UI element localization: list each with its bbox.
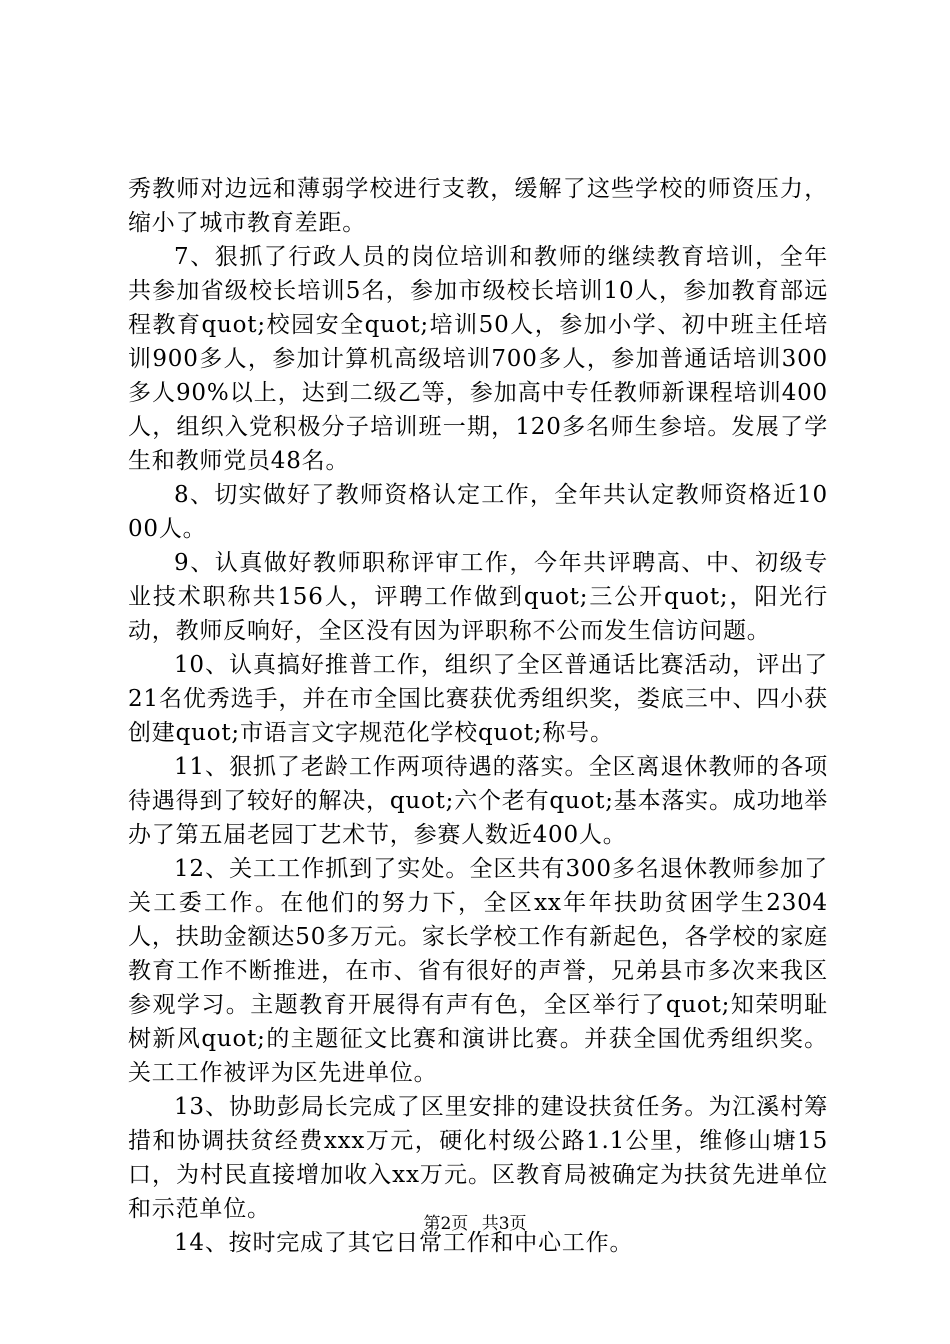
paragraph-item-12: 12、关工工作抓到了实处。全区共有300多名退休教师参加了关工委工作。在他们的努力下，全区xx年年扶助贫困学生2304人，扶助金额达50多万元。家长学校工作有新起色，各学校的家庭教育工作不断推进，在市、省有很好的声誉，兄弟县市多次来我区参观学习。主题教育开展得有声有色，全区举行了quot;知荣明耻树新风quot;的主题征文比赛和演讲比赛。并获全国优秀组织奖。关工工作被评为区先进单位。 [128, 856, 828, 1086]
paragraph-item-14: 14、按时完成了其它日常工作和中心工作。 [174, 1230, 634, 1256]
paragraph-item-9: 9、认真做好教师职称评审工作，今年共评聘高、中、初级专业技术职称共156人，评聘工作做到quot;三公开quot;，阳光行动，教师反响好，全区没有因为评职称不公而发生信访问题。 [128, 550, 828, 644]
paragraph-item-11: 11、狠抓了老龄工作两项待遇的落实。全区离退休教师的各项待遇得到了较好的解决，quot;六个老有quot;基本落实。成功地举办了第五届老园丁艺术节，参赛人数近400人。 [128, 754, 828, 848]
paragraph-item-7: 7、狠抓了行政人员的岗位培训和教师的继续教育培训，全年共参加省级校长培训5名，参加市级校长培训10人，参加教育部远程教育quot;校园安全quot;培训50人，参加小学、初中班主任培训900多人，参加计算机高级培训700多人，参加普通话培训300多人90%以上，达到二级乙等，参加高中专任教师新课程培训400人，组织入党积极分子培训班一期，120多名师生参培。发展了学生和教师党员48名。 [128, 244, 828, 474]
document-body [128, 172, 828, 1260]
page-total: 共3页 [481, 1214, 527, 1234]
page-footer [0, 1213, 950, 1235]
page-number: 第2页 [423, 1214, 469, 1234]
paragraph-item-10: 10、认真搞好推普工作，组织了全区普通话比赛活动，评出了21名优秀选手，并在市全国比赛获优秀组织奖，娄底三中、四小获创建quot;市语言文字规范化学校quot;称号。 [128, 652, 828, 746]
paragraph-continuation: 秀教师对边远和薄弱学校进行支教，缓解了这些学校的师资压力，缩小了城市教育差距。 [128, 176, 828, 236]
paragraph-item-13: 13、协助彭局长完成了区里安排的建设扶贫任务。为江溪村筹措和协调扶贫经费xxx万元，硬化村级公路1.1公里，维修山塘15口，为村民直接增加收入xx万元。区教育局被确定为扶贫先进单位和示范单位。 [128, 1094, 828, 1222]
paragraph-item-8: 8、切实做好了教师资格认定工作，全年共认定教师资格近1000人。 [128, 482, 828, 542]
